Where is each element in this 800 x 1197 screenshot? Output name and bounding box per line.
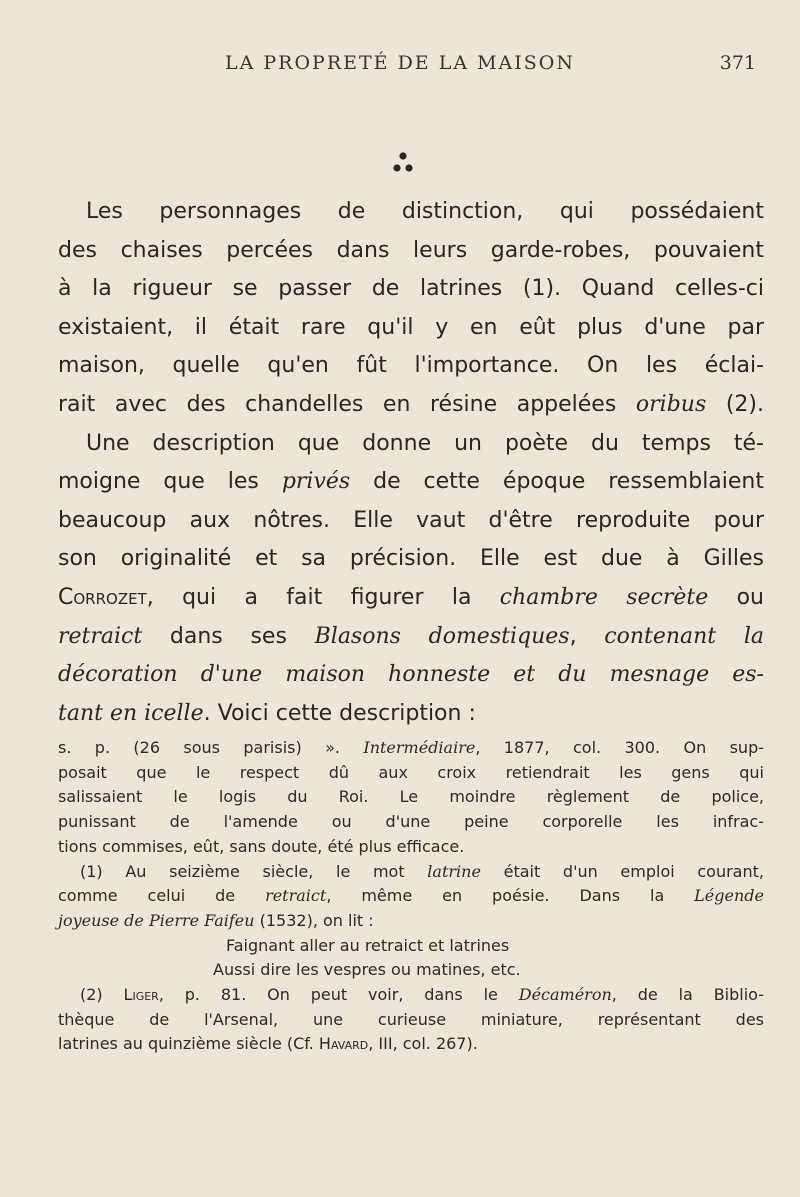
text-line: retraict dans ses Blasons domestiques, contenant la (58, 623, 764, 649)
text-line: Une description que donne un poète du temps té- (86, 430, 764, 456)
footnote-1: (1) Au seizième siècle, le mot latrine était d'un emploi courant, (80, 861, 764, 881)
text-line: décoration d'une maison honneste et du mesnage es- (58, 662, 764, 688)
page-number: 371 (719, 52, 756, 74)
text-line: existaient, il était rare qu'il y en eût plus d'une par (58, 314, 764, 340)
main-text (58, 193, 764, 733)
text-line: Les personnages de distinction, qui possédaient (86, 199, 764, 224)
footnote-line: thèque de l'Arsenal, une curieuse miniature, représentant des (58, 1009, 764, 1029)
text-line: tant en icelle. Voici cette description : (58, 700, 476, 726)
text-line: à la rigueur se passer de latrines (1). Quand celles-ci (58, 276, 764, 302)
verse-line: Aussi dire les vespres ou matines, etc. (213, 960, 521, 980)
verse-line: Faignant aller au retraict et latrines (226, 935, 510, 955)
text-line: rait avec des chandelles en résine appelées oribus (2). (58, 391, 764, 417)
text-line: Corrozet, qui a fait figurer la chambre secrète ou (58, 584, 764, 610)
text-line: maison, quelle qu'en fût l'importance. On les éclai- (58, 353, 764, 379)
footnote-line: salissaient le logis du Roi. Le moindre règlement de police, (58, 787, 764, 807)
footnote-2: (2) Liger, p. 81. On peut voir, dans le Décaméron, de la Biblio- (80, 985, 765, 1005)
running-title: LA PROPRETÉ DE LA MAISON (224, 52, 575, 74)
footnote-line: punissant de l'amende ou d'une peine corporelle les infrac- (58, 812, 764, 832)
footnote-line: posait que le respect dû aux croix retiendrait les gens qui (58, 762, 764, 782)
footnote-line: tions commises, eût, sans doute, été plus efficace. (58, 836, 465, 856)
text-line: beaucoup aux nôtres. Elle vaut d'être reproduite pour (58, 507, 764, 533)
text-line: son originalité et sa précision. Elle est due à Gilles (58, 546, 764, 572)
three-dot-asterism-icon (391, 150, 415, 176)
footnote-line: joyeuse de Pierre Faifeu (1532), on lit : (58, 910, 374, 930)
footnote-line: comme celui de retraict, même en poésie. Dans la Légende (58, 886, 764, 906)
text-line: des chaises percées dans leurs garde-robes, pouvaient (58, 237, 764, 263)
footnote-line: s. p. (26 sous parisis) ». Intermédiaire, 1877, col. 300. On sup- (58, 738, 765, 757)
text-line: moigne que les privés de cette époque ressemblaient (58, 469, 765, 495)
running-header (0, 48, 800, 78)
footnote-line: latrines au quinzième siècle (Cf. Havard, III, col. 267). (58, 1034, 478, 1054)
footnotes (58, 736, 764, 1057)
